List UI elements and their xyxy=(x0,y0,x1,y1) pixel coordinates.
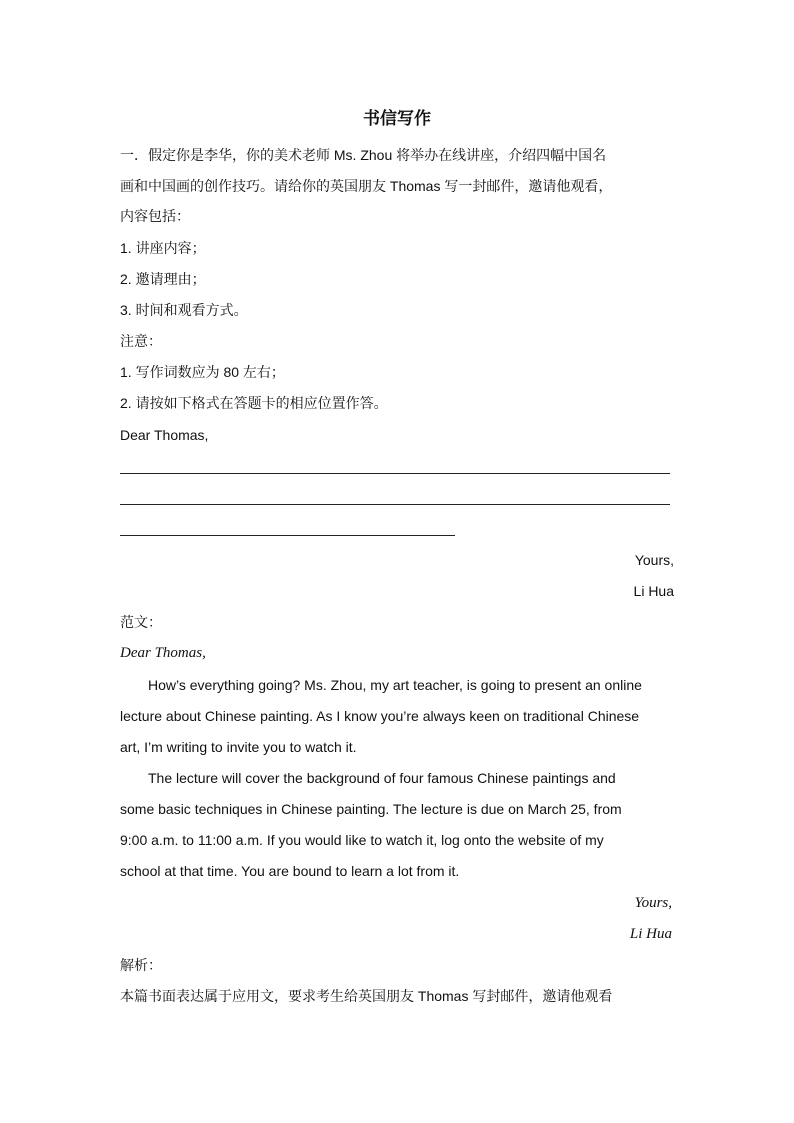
template-greeting: Dear Thomas, xyxy=(120,427,209,443)
notice-2: 2. 请按如下格式在答题卡的相应位置作答。 xyxy=(120,395,388,411)
answer-line-3 xyxy=(120,535,455,536)
answer-line-1 xyxy=(120,473,670,474)
analysis-label: 解析： xyxy=(120,957,162,973)
sample-line-7: school at that time. You are bound to learn a lot from it. xyxy=(120,863,460,879)
answer-line-2 xyxy=(120,504,670,505)
sample-line-1: How’s everything going? Ms. Zhou, my art teacher, is going to present an online xyxy=(148,677,642,693)
sample-line-6: 9:00 a.m. to 11:00 a.m. If you would like to watch it, log onto the website of my xyxy=(120,832,604,848)
template-closing: Yours, xyxy=(634,552,674,568)
sample-line-3: art, I’m writing to invite you to watch it. xyxy=(120,739,357,755)
page-title: 书信写作 xyxy=(363,109,431,129)
point-1: 1. 讲座内容； xyxy=(120,240,206,256)
notice-1: 1. 写作词数应为 80 左右； xyxy=(120,364,285,380)
sample-label: 范文： xyxy=(120,614,162,630)
sample-greeting: Dear Thomas, xyxy=(120,645,206,661)
prompt-line-1: 一．假定你是李华，你的美术老师 Ms. Zhou 将举办在线讲座，介绍四幅中国名 xyxy=(120,147,607,163)
sample-line-2: lecture about Chinese painting. As I know you’re always keen on traditional Chinese xyxy=(120,708,640,724)
sample-closing: Yours, xyxy=(634,895,672,911)
template-signature: Li Hua xyxy=(633,583,674,599)
point-3: 3. 时间和观看方式。 xyxy=(120,302,248,318)
notice-label: 注意： xyxy=(120,333,162,349)
sample-signature: Li Hua xyxy=(629,926,672,942)
prompt-line-2: 画和中国画的创作技巧。请给你的英国朋友 Thomas 写一封邮件，邀请他观看， xyxy=(120,178,613,194)
point-2: 2. 邀请理由； xyxy=(120,271,206,287)
analysis-line-1: 本篇书面表达属于应用文，要求考生给英国朋友 Thomas 写封邮件，邀请他观看 xyxy=(120,988,613,1004)
sample-line-4: The lecture will cover the background of four famous Chinese paintings and xyxy=(148,770,616,786)
prompt-line-3: 内容包括： xyxy=(120,208,190,224)
sample-line-5: some basic techniques in Chinese painting. The lecture is due on March 25, from xyxy=(120,801,622,817)
